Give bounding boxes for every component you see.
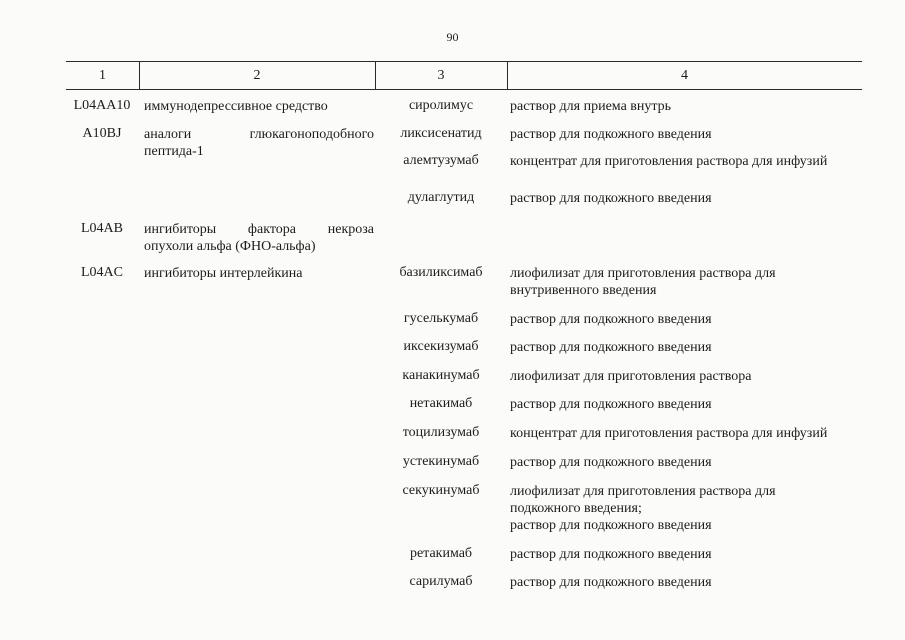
dosage-form: лиофилизат для приготовления раствора <box>510 369 752 384</box>
dosage-form: раствор для приема внутрь <box>510 99 672 114</box>
pharm-group-line: пептида-1 <box>144 144 204 159</box>
dosage-form-line: внутривенного введения <box>510 283 657 298</box>
dosage-form: раствор для подкожного введения <box>510 127 712 142</box>
pharm-group-line: опухоли альфа (ФНО-альфа) <box>144 239 316 254</box>
dosage-form-line: лиофилизат для приготовления раствора для <box>510 266 776 281</box>
dosage-form: раствор для подкожного введения <box>510 455 712 470</box>
header-col-3: 3 <box>437 68 445 83</box>
dosage-form-line: раствор для подкожного введения <box>510 518 712 533</box>
pharm-group-line: аналоги глюкагоноподобного <box>144 127 374 142</box>
drug-name: базиликсимаб <box>399 265 483 280</box>
atc-code: L04AC <box>81 265 123 280</box>
drug-name: тоцилизумаб <box>402 425 480 440</box>
drug-name: сарилумаб <box>409 574 473 589</box>
dosage-form: раствор для подкожного введения <box>510 547 712 562</box>
dosage-form <box>510 483 862 534</box>
dosage-form-line: лиофилизат для приготовления раствора для <box>510 484 776 499</box>
atc-code: L04AA10 <box>73 98 131 113</box>
pharm-group: иммунодепрессивное средство <box>144 99 328 114</box>
drug-name: нетакимаб <box>409 396 473 411</box>
pharm-group-line: ингибиторы фактора некроза <box>144 222 374 237</box>
drug-name: устекинумаб <box>402 454 480 469</box>
dosage-form: раствор для подкожного введения <box>510 575 712 590</box>
page-number: 90 <box>446 30 459 44</box>
pharm-group <box>144 221 374 255</box>
table-header <box>66 61 862 90</box>
dosage-form: раствор для подкожного введения <box>510 397 712 412</box>
pharm-group <box>144 126 374 160</box>
dosage-form: раствор для подкожного введения <box>510 312 712 327</box>
header-col-4: 4 <box>681 68 688 83</box>
pharm-group: ингибиторы интерлейкина <box>144 266 303 281</box>
dosage-form: концентрат для приготовления раствора для инфузий <box>510 426 828 441</box>
drug-name: иксекизумаб <box>403 339 479 354</box>
header-col-1: 1 <box>99 68 106 83</box>
dosage-form-line: подкожного введения; <box>510 501 642 516</box>
drug-name: сиролимус <box>408 98 474 113</box>
header-col-2: 2 <box>253 68 261 83</box>
drug-name: ликсисенатид <box>400 126 482 141</box>
atc-code: A10BJ <box>82 126 122 141</box>
drug-name: алемтузумаб <box>403 153 479 168</box>
dosage-form: раствор для подкожного введения <box>510 191 712 206</box>
dosage-form <box>510 265 862 299</box>
drug-name: дулаглутид <box>407 190 475 205</box>
dosage-form: концентрат для приготовления раствора для инфузий <box>510 154 828 169</box>
drug-name: канакинумаб <box>402 368 480 383</box>
drug-name: гуселькумаб <box>403 311 479 326</box>
drug-name: секукинумаб <box>402 483 480 498</box>
dosage-form: раствор для подкожного введения <box>510 340 712 355</box>
drug-name: ретакимаб <box>409 546 473 561</box>
atc-code: L04AB <box>81 221 123 236</box>
